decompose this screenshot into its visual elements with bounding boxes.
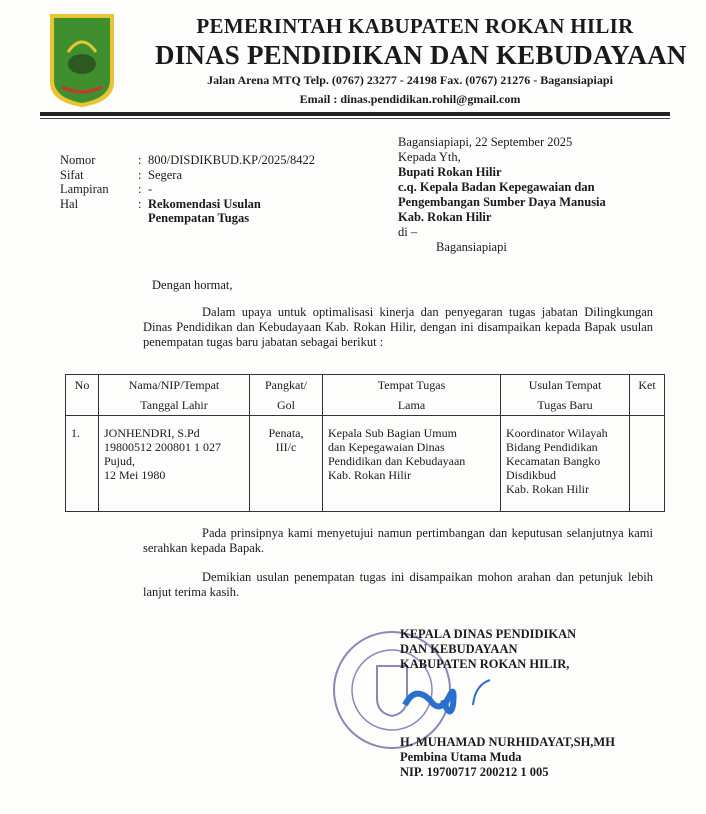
cell-ket: [630, 416, 665, 512]
label-sifat: Sifat: [60, 167, 84, 182]
header-pangkat: Pangkat/: [265, 378, 307, 392]
recipient-cq-2: Pengembangan Sumber Daya Manusia: [398, 195, 606, 209]
header-nama: Nama/NIP/Tempat: [128, 378, 220, 392]
signatory-title-1: KEPALA DINAS PENDIDIKAN: [400, 627, 577, 641]
header-baru: Usulan Tempat: [528, 378, 602, 392]
header-ket: Ket: [638, 378, 656, 392]
meta-labels: [60, 153, 109, 211]
header-nama-2: Tanggal Lahir: [140, 398, 208, 412]
cell-nama: JONHENDRI, S.Pd 19800512 200801 1 027 Pujud, 12 Mei 1980: [99, 416, 250, 512]
signatory-title: [400, 627, 576, 672]
signatory-rank: Pembina Utama Muda: [400, 750, 522, 764]
recipient-city: Bagansiapiapi: [436, 240, 507, 254]
signatory-details: [400, 735, 615, 780]
value-lampiran: -: [148, 182, 153, 196]
paragraph-intro: Dalam upaya untuk optimalisasi kinerja dan penyegaran tugas jabatan Dilingkungan Dinas Pendidikan dan Kebudayaan Kab. Rokan Hilir, dengan ini disampaikan kepada Bapak usulan penempatan tugas baru jabatan sebagai berikut :: [143, 305, 653, 349]
cell-no: 1.: [66, 416, 99, 512]
label-nomor: Nomor: [60, 153, 96, 167]
signatory-nip: NIP. 19700717 200212 1 005: [400, 765, 549, 779]
header-lama: Tempat Tugas: [377, 378, 446, 392]
header-rule: [40, 112, 670, 116]
place-date: Bagansiapiapi, 22 September 2025: [398, 135, 573, 149]
label-lampiran: Lampiran: [60, 182, 109, 196]
table-row: [66, 416, 665, 512]
signature: [395, 665, 525, 725]
recipient-cq: c.q. Kepala Badan Kepegawaian dan: [398, 180, 595, 194]
header-no: No: [74, 378, 90, 392]
letterhead-email: Email : dinas.pendidikan.rohil@gmail.com: [299, 92, 521, 106]
value-nomor: 800/DISDIKBUD.KP/2025/8422: [148, 153, 316, 167]
paragraph-approval: Pada prinsipnya kami menyetujui namun pertimbangan dan keputusan selanjutnya kami serahkan kepada Bapak.: [143, 526, 653, 555]
placement-table: [65, 374, 665, 512]
label-hal: Hal: [60, 196, 79, 211]
letterhead-government: PEMERINTAH KABUPATEN ROKAN HILIR: [196, 14, 634, 38]
signatory-title-2: DAN KEBUDAYAAN: [400, 642, 518, 656]
meta-colons: : : : :: [138, 153, 142, 211]
cell-pangkat: Penata, III/c: [250, 416, 323, 512]
letterhead-address: Jalan Arena MTQ Telp. (0767) 23277 - 24198 Fax. (0767) 21276 - Bagansiapiapi: [207, 73, 613, 87]
header-pangkat-2: Gol: [277, 398, 295, 412]
value-sifat: Segera: [148, 167, 183, 182]
recipient-region: Kab. Rokan Hilir: [398, 210, 492, 224]
letterhead-agency: DINAS PENDIDIKAN DAN KEBUDAYAAN: [155, 40, 687, 70]
recipient-salutation: Kepada Yth,: [398, 150, 461, 164]
recipient-block: [398, 135, 606, 255]
meta-values: [148, 153, 315, 226]
value-hal-line2: Penempatan Tugas: [148, 211, 250, 225]
header-lama-2: Lama: [397, 398, 426, 412]
header-baru-2: Tugas Baru: [537, 398, 593, 412]
greeting: Dengan hormat,: [152, 278, 233, 292]
signatory-title-3: KABUPATEN ROKAN HILIR,: [400, 657, 570, 671]
cell-lama: Kepala Sub Bagian Umum dan Kepegawaian Dinas Pendidikan dan Kebudayaan Kab. Rokan Hilir: [323, 416, 501, 512]
signatory-name: H. MUHAMAD NURHIDAYAT,SH,MH: [400, 735, 615, 749]
recipient-name: Bupati Rokan Hilir: [398, 165, 502, 179]
cell-baru: Koordinator Wilayah Bidang Pendidikan Kecamatan Bangko Disdikbud Kab. Rokan Hilir: [501, 416, 630, 512]
regency-logo: [48, 12, 116, 108]
table-header: [66, 375, 665, 416]
recipient-di: di –: [398, 225, 418, 239]
value-hal: Rekomendasi Usulan: [148, 196, 261, 211]
paragraph-closing: Demikian usulan penempatan tugas ini disampaikan mohon arahan dan petunjuk lebih lanjut terima kasih.: [143, 570, 653, 599]
header-rule-thin: [40, 118, 670, 119]
